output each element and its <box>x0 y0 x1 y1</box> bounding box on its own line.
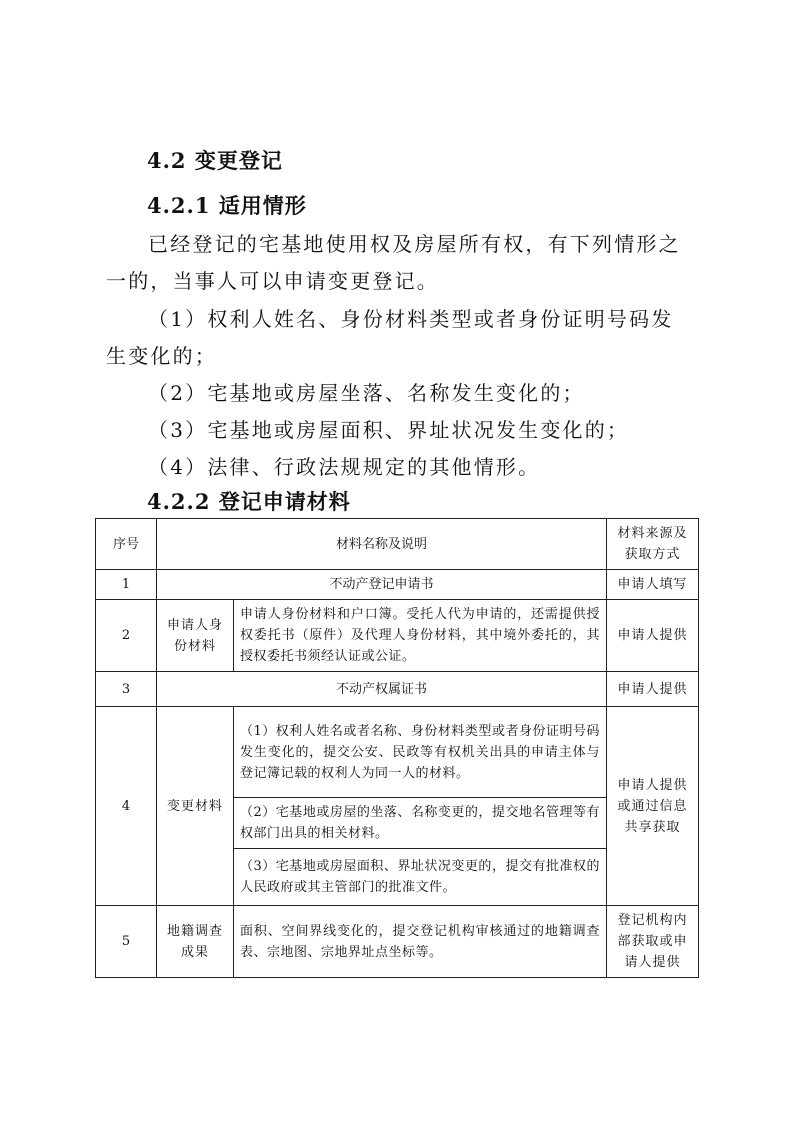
row-description: 申请人身份材料和户口簿。受托人代为申请的，还需提供授权委托书（原件）及代理人身份材料，其中境外委托的，其授权委托书须经认证或公证。 <box>234 600 607 672</box>
materials-table <box>95 518 699 978</box>
list-item: （2）宅基地或房屋坐落、名称发生变化的； <box>148 381 585 405</box>
row-subcategory: 申请人身份材料 <box>157 600 234 672</box>
row-no: 3 <box>96 672 157 707</box>
table-row <box>96 906 699 978</box>
row-source: 申请人提供 <box>607 600 699 672</box>
row-no: 4 <box>96 707 157 906</box>
section-heading: 4.2 变更登记 <box>147 148 283 173</box>
row-no: 5 <box>96 906 157 978</box>
subsection-heading-materials: 4.2.2 登记申请材料 <box>147 489 351 514</box>
list-item: （1）权利人姓名、身份材料类型或者身份证明号码发生变化的； <box>106 307 674 368</box>
row-no: 1 <box>96 570 157 600</box>
intro-paragraph: 已经登记的宅基地使用权及房屋所有权，有下列情形之一的，当事人可以申请变更登记。 <box>106 232 681 293</box>
table-row <box>96 600 699 672</box>
list-item: （4）法律、行政法规规定的其他情形。 <box>148 455 541 479</box>
header-source: 材料来源及获取方式 <box>607 519 699 570</box>
row-description: （3）宅基地或房屋面积、界址状况变更的，提交有批准权的人民政府或其主管部门的批准文件。 <box>234 849 607 906</box>
row-description: （1）权利人姓名或者名称、身份材料类型或者身份证明号码发生变化的，提交公安、民政等有权机关出具的申请主体与登记簿记载的权利人为同一人的材料。 <box>234 707 607 798</box>
header-no: 序号 <box>96 519 157 570</box>
row-name: 不动产登记申请书 <box>157 570 607 600</box>
table-row <box>96 672 699 707</box>
header-name: 材料名称及说明 <box>157 519 607 570</box>
row-source: 申请人提供 <box>607 672 699 707</box>
row-subcategory: 变更材料 <box>157 707 234 906</box>
subsection-heading-applicable: 4.2.1 适用情形 <box>147 193 307 218</box>
table-row <box>96 570 699 600</box>
row-description: （2）宅基地或房屋的坐落、名称变更的，提交地名管理等有权部门出具的相关材料。 <box>234 798 607 849</box>
row-description: 面积、空间界线变化的，提交登记机构审核通过的地籍调查表、宗地图、宗地界址点坐标等。 <box>234 906 607 978</box>
row-name: 不动产权属证书 <box>157 672 607 707</box>
row-no: 2 <box>96 600 157 672</box>
row-source: 申请人填写 <box>607 570 699 600</box>
row-source: 登记机构内部获取或申请人提供 <box>607 906 699 978</box>
table-row <box>96 707 699 798</box>
list-item: （3）宅基地或房屋面积、界址状况发生变化的； <box>148 418 630 442</box>
table-header-row <box>96 519 699 570</box>
row-subcategory: 地籍调查成果 <box>157 906 234 978</box>
row-source: 申请人提供或通过信息共享获取 <box>607 707 699 906</box>
